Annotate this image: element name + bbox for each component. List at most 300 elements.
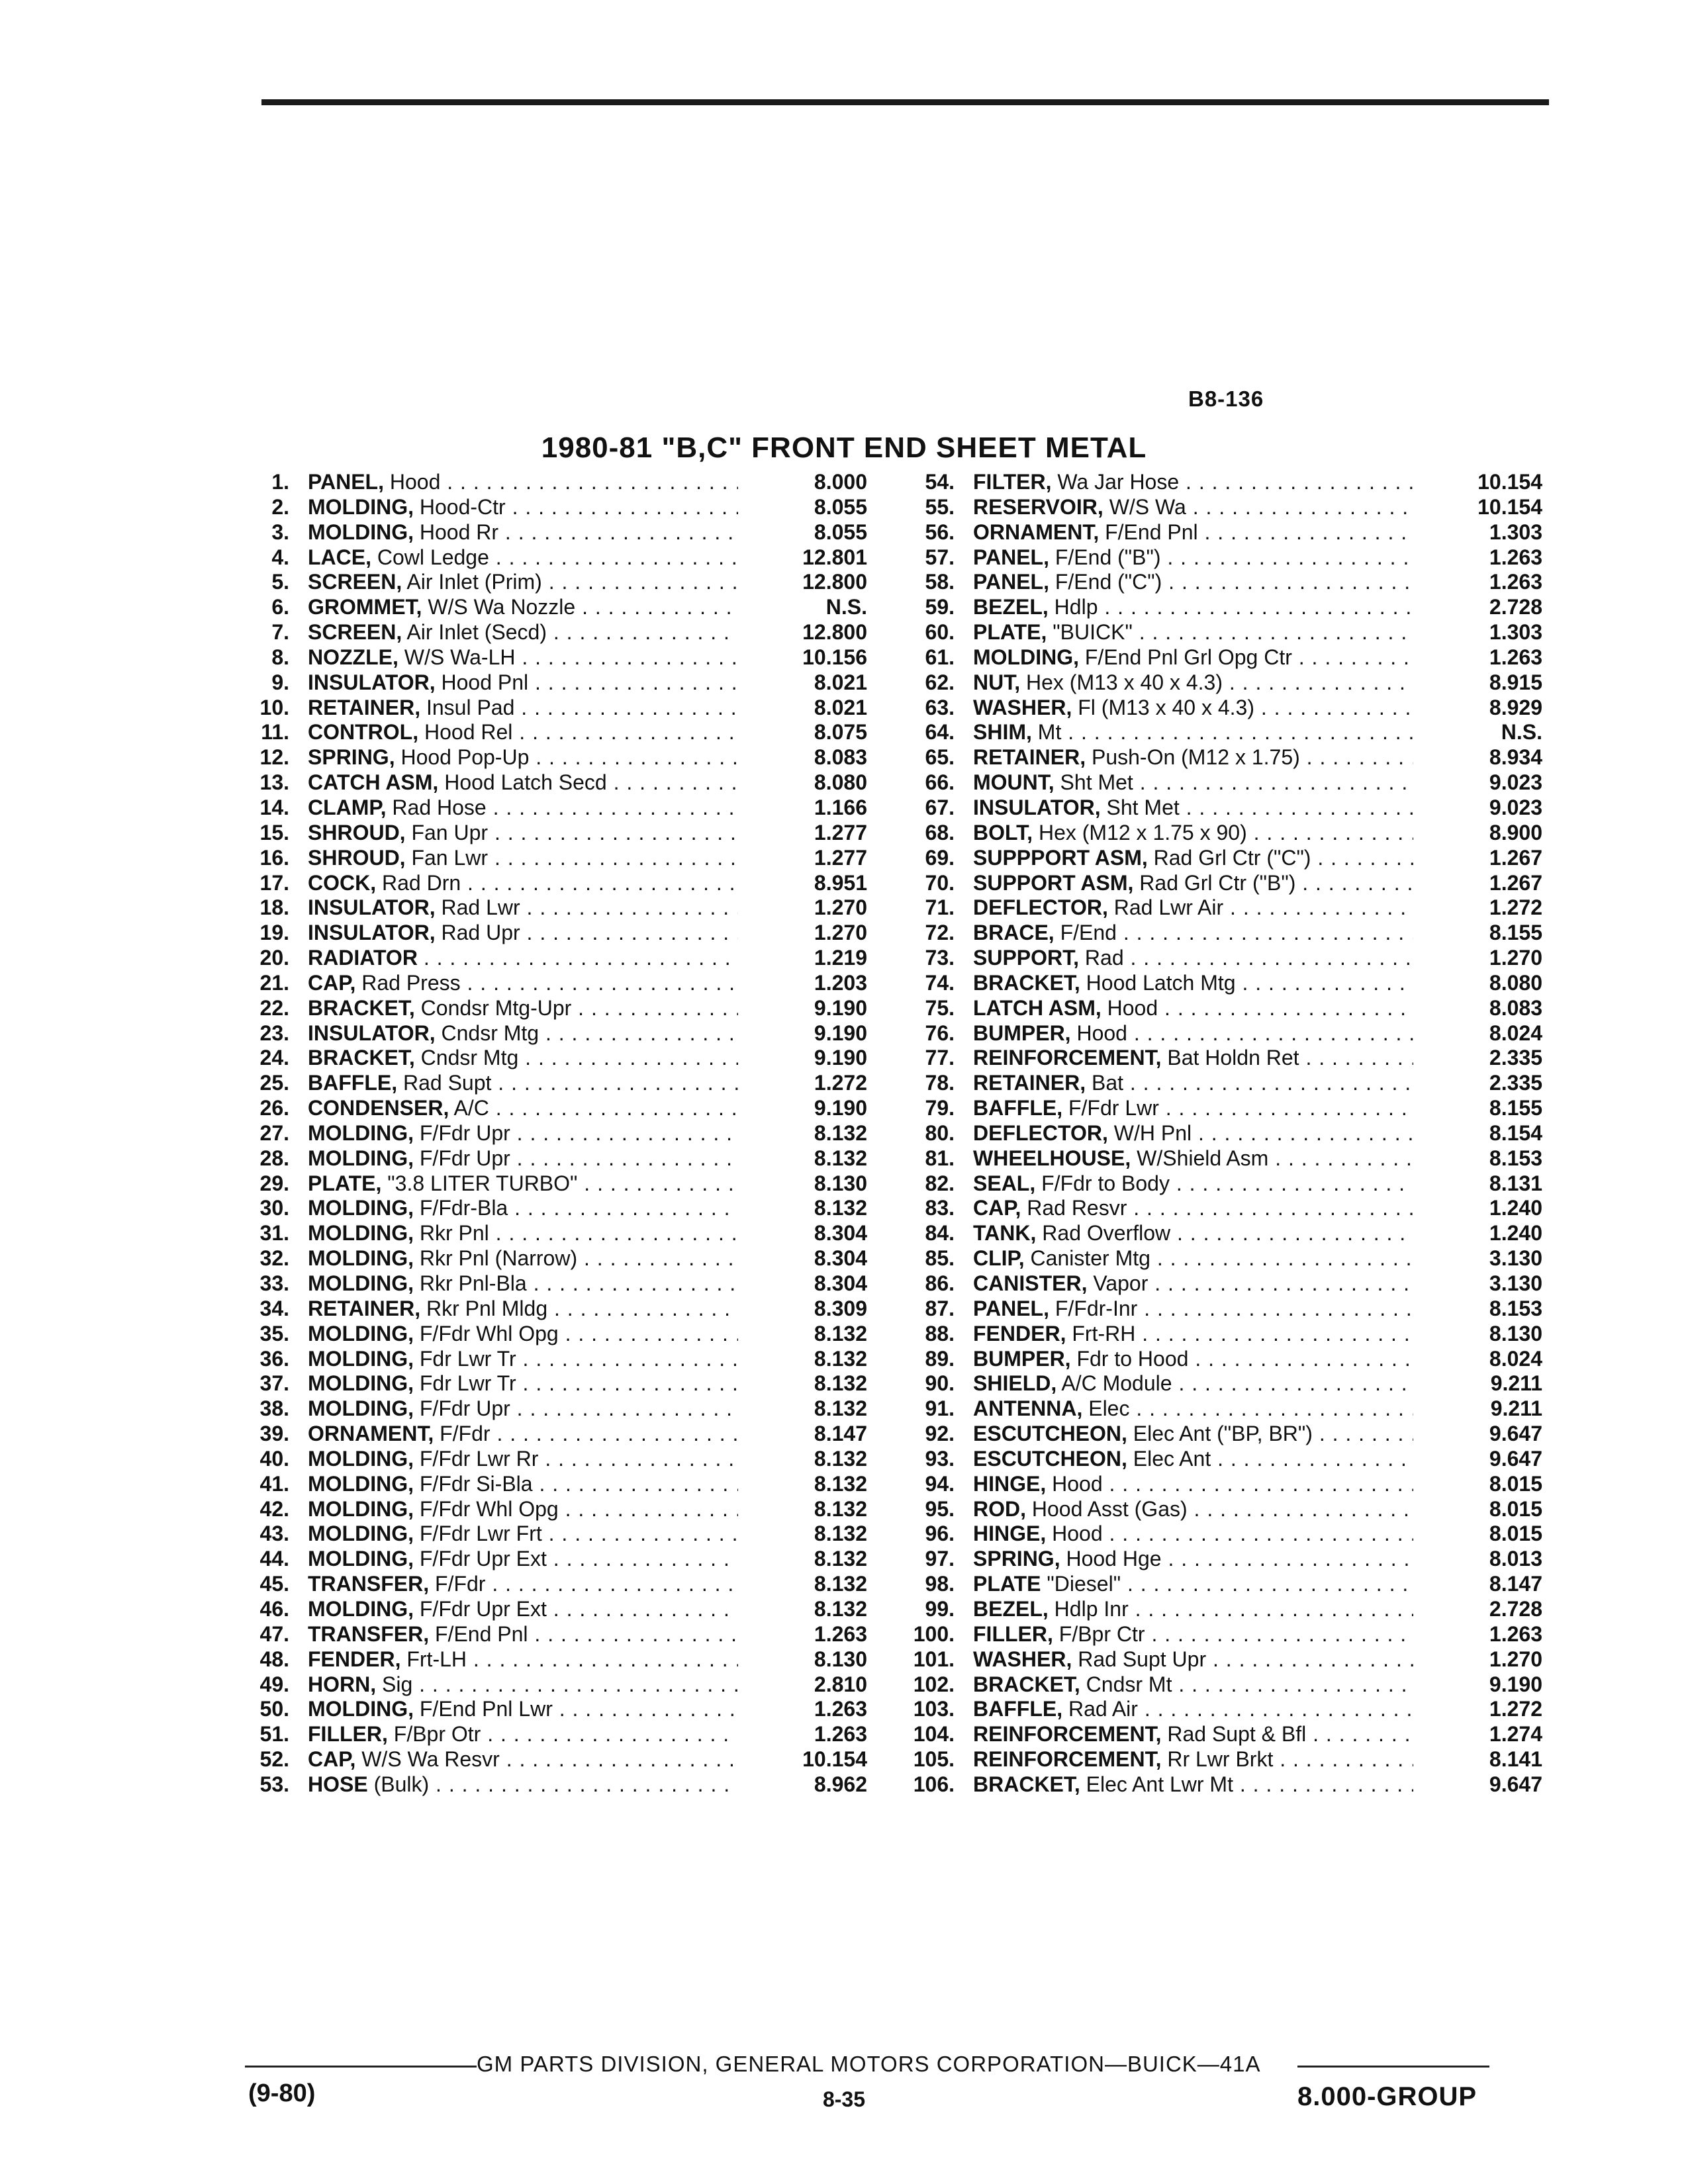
item-detail: Hood xyxy=(1052,1471,1103,1496)
item-group-number: 8.083 xyxy=(1489,995,1542,1020)
item-name: WASHER, xyxy=(973,695,1072,719)
item-number: 73. xyxy=(925,946,955,970)
item-number: 74. xyxy=(925,970,955,995)
item-name: HINGE, xyxy=(973,1471,1047,1496)
parts-list-item xyxy=(894,1322,1542,1347)
parts-list-item xyxy=(228,495,867,520)
item-group-number: 8.155 xyxy=(1489,921,1542,945)
parts-list-item xyxy=(894,1747,1542,1772)
item-number: 38. xyxy=(259,1396,289,1421)
item-number: 36. xyxy=(259,1346,289,1371)
parts-list-item xyxy=(228,545,867,570)
item-detail: Hood xyxy=(1107,995,1158,1020)
item-group-number: 9.647 xyxy=(1489,1446,1542,1471)
item-name: SHIM, xyxy=(973,720,1032,745)
item-number: 85. xyxy=(925,1246,955,1271)
item-name: MOLDING, xyxy=(308,1271,414,1295)
item-number: 55. xyxy=(925,494,955,519)
item-description xyxy=(308,1422,738,1447)
item-description xyxy=(973,1597,1413,1622)
item-name: MOLDING, xyxy=(308,1221,414,1246)
item-group-number: 1.263 xyxy=(814,1697,867,1721)
item-description xyxy=(308,645,738,670)
item-detail: Fan Upr xyxy=(411,820,489,844)
item-name: ANTENNA, xyxy=(973,1396,1083,1421)
item-description xyxy=(973,1647,1413,1672)
item-description xyxy=(308,1121,738,1146)
parts-list-item xyxy=(894,996,1542,1021)
item-name: SEAL, xyxy=(973,1171,1036,1195)
item-description xyxy=(308,1672,738,1698)
item-description xyxy=(308,545,738,570)
item-group-number: 1.203 xyxy=(814,970,867,995)
item-name: CONDENSER, xyxy=(308,1096,449,1120)
item-group-number: 1.267 xyxy=(1489,845,1542,870)
item-description xyxy=(308,971,738,996)
parts-list-item xyxy=(894,1622,1542,1647)
item-group-number: 8.024 xyxy=(1489,1021,1542,1045)
item-detail: Hood Hge xyxy=(1066,1547,1162,1571)
item-description xyxy=(308,1547,738,1572)
parts-list-item xyxy=(228,1396,867,1422)
item-group-number: 1.263 xyxy=(814,1722,867,1747)
item-number: 60. xyxy=(925,620,955,645)
item-number: 31. xyxy=(259,1221,289,1246)
item-number: 45. xyxy=(259,1572,289,1596)
parts-list-item xyxy=(894,595,1542,620)
item-description xyxy=(973,1146,1413,1171)
item-group-number: 8.153 xyxy=(1489,1146,1542,1170)
item-number: 54. xyxy=(925,470,955,494)
parts-list-item xyxy=(228,1347,867,1372)
item-name: WASHER, xyxy=(973,1647,1072,1671)
item-detail: Wa Jar Hose xyxy=(1057,470,1180,494)
item-number: 29. xyxy=(259,1171,289,1195)
item-group-number: 9.023 xyxy=(1489,795,1542,819)
item-number: 28. xyxy=(259,1146,289,1170)
item-detail: Rad Grl Ctr ("C") xyxy=(1153,845,1311,870)
item-detail: Rad Supt Upr xyxy=(1078,1647,1207,1671)
item-detail: Hood xyxy=(1076,1021,1127,1045)
item-detail: Rad Resvr xyxy=(1027,1196,1127,1220)
item-group-number: 8.141 xyxy=(1489,1747,1542,1772)
parts-list-item xyxy=(894,1121,1542,1146)
item-name: ORNAMENT, xyxy=(308,1422,434,1446)
item-number: 66. xyxy=(925,770,955,795)
item-description xyxy=(308,1472,738,1497)
item-name: CATCH ASM, xyxy=(308,770,439,795)
item-name: MOLDING, xyxy=(308,1547,414,1571)
item-number: 59. xyxy=(925,595,955,619)
item-group-number: 1.263 xyxy=(1489,545,1542,569)
item-detail: Elec xyxy=(1088,1396,1130,1421)
item-description xyxy=(973,470,1413,495)
item-group-number: 8.000 xyxy=(814,470,867,494)
item-name: MOLDING, xyxy=(308,1196,414,1220)
item-name: FENDER, xyxy=(973,1321,1066,1345)
item-number: 40. xyxy=(259,1446,289,1471)
item-group-number: 9.647 xyxy=(1489,1772,1542,1796)
item-number: 61. xyxy=(925,645,955,669)
item-group-number: 2.728 xyxy=(1489,595,1542,619)
item-group-number: 8.132 xyxy=(814,1321,867,1345)
item-detail: Cndsr Mtg xyxy=(420,1046,519,1070)
item-detail: Rad Press xyxy=(361,970,461,995)
item-group-number: 8.015 xyxy=(1489,1471,1542,1496)
item-number: 37. xyxy=(259,1371,289,1396)
item-description xyxy=(973,1396,1413,1422)
item-number: 68. xyxy=(925,820,955,844)
item-detail: W/Shield Asm xyxy=(1137,1146,1269,1170)
item-name: BRACKET, xyxy=(973,1772,1080,1796)
item-number: 23. xyxy=(259,1021,289,1045)
item-description xyxy=(973,1322,1413,1347)
item-number: 93. xyxy=(925,1446,955,1471)
item-name: PANEL, xyxy=(308,470,384,494)
item-detail: Frt-RH xyxy=(1072,1321,1136,1345)
item-name: MOLDING, xyxy=(308,1246,414,1271)
item-detail: Rkr Pnl-Bla xyxy=(419,1271,527,1295)
item-detail: F/End xyxy=(1060,921,1117,945)
parts-list-item xyxy=(894,1697,1542,1722)
item-name: MOLDING, xyxy=(308,1371,414,1396)
parts-list-item xyxy=(894,1572,1542,1597)
item-name: MOLDING, xyxy=(308,1522,414,1546)
item-number: 19. xyxy=(259,921,289,945)
item-name: MOLDING, xyxy=(308,1396,414,1421)
parts-list-item xyxy=(894,1422,1542,1447)
item-name: RESERVOIR, xyxy=(973,494,1103,519)
item-number: 62. xyxy=(925,670,955,694)
item-name: FILLER, xyxy=(973,1621,1053,1646)
item-number: 82. xyxy=(925,1171,955,1195)
item-description xyxy=(973,1472,1413,1497)
item-group-number: 9.190 xyxy=(814,1021,867,1045)
item-name: BRACKET, xyxy=(973,970,1080,995)
parts-list-item xyxy=(894,1522,1542,1547)
item-detail: Rad Supt xyxy=(402,1071,492,1095)
item-number: 70. xyxy=(925,870,955,895)
item-number: 75. xyxy=(925,995,955,1020)
item-group-number: 8.155 xyxy=(1489,1096,1542,1120)
item-name: PLATE xyxy=(973,1572,1041,1596)
item-description xyxy=(973,1697,1413,1722)
item-group-number: 9.211 xyxy=(1490,1371,1542,1396)
item-name: MOLDING, xyxy=(308,1697,414,1721)
item-group-number: 8.153 xyxy=(1489,1296,1542,1320)
item-detail: Hood xyxy=(1052,1522,1103,1546)
item-number: 7. xyxy=(271,620,289,645)
parts-list-item xyxy=(228,1572,867,1597)
item-group-number: 8.132 xyxy=(814,1446,867,1471)
item-description xyxy=(973,770,1413,796)
item-name: MOLDING, xyxy=(308,520,414,544)
item-group-number: 1.270 xyxy=(1489,946,1542,970)
item-number: 98. xyxy=(925,1572,955,1596)
parts-list-item xyxy=(894,1497,1542,1522)
item-number: 52. xyxy=(259,1747,289,1772)
item-detail: "Diesel" xyxy=(1047,1572,1121,1596)
parts-list-item xyxy=(894,770,1542,796)
parts-list-item xyxy=(228,470,867,495)
parts-list-item xyxy=(228,770,867,796)
item-group-number: 1.240 xyxy=(1489,1221,1542,1246)
item-number: 57. xyxy=(925,545,955,569)
item-number: 103. xyxy=(913,1697,955,1721)
item-description xyxy=(308,1722,738,1747)
item-group-number: 1.270 xyxy=(1489,1647,1542,1671)
parts-list-item xyxy=(894,1772,1542,1797)
parts-list-item xyxy=(228,1522,867,1547)
item-description xyxy=(308,1071,738,1096)
item-number: 71. xyxy=(925,895,955,920)
item-group-number: 8.132 xyxy=(814,1396,867,1421)
item-number: 58. xyxy=(925,570,955,594)
parts-list-item xyxy=(894,1597,1542,1622)
item-detail: Rad Overflow xyxy=(1042,1221,1171,1246)
parts-list-item xyxy=(228,745,867,770)
item-detail: W/H Pnl xyxy=(1113,1120,1192,1145)
item-name: REINFORCEMENT, xyxy=(973,1722,1162,1747)
parts-list-item xyxy=(228,1246,867,1271)
item-detail: Push-On (M12 x 1.75) xyxy=(1091,745,1300,770)
item-number: 102. xyxy=(913,1672,955,1696)
item-name: CAP, xyxy=(308,970,356,995)
footer-rule-right xyxy=(1297,2066,1489,2068)
item-group-number: 8.024 xyxy=(1489,1346,1542,1371)
parts-list-item xyxy=(228,1371,867,1396)
item-detail: Bat Holdn Ret xyxy=(1167,1046,1299,1070)
item-name: CLAMP, xyxy=(308,795,387,819)
item-description xyxy=(973,1246,1413,1271)
item-group-number: 8.015 xyxy=(1489,1522,1542,1546)
item-name: BEZEL, xyxy=(973,1596,1049,1621)
item-name: SUPPORT ASM, xyxy=(973,870,1134,895)
item-description xyxy=(308,1572,738,1597)
item-detail: Rad Lwr xyxy=(441,895,520,920)
item-detail: F/End ("C") xyxy=(1055,570,1162,594)
item-detail: Hood Asst (Gas) xyxy=(1031,1496,1188,1521)
item-group-number: 1.263 xyxy=(1489,570,1542,594)
item-group-number: 1.272 xyxy=(1489,1697,1542,1721)
parts-list-item xyxy=(228,1322,867,1347)
parts-list-item xyxy=(228,971,867,996)
item-name: TRANSFER, xyxy=(308,1572,430,1596)
item-description xyxy=(308,996,738,1021)
item-group-number: 8.132 xyxy=(814,1471,867,1496)
item-detail: F/Fdr-Bla xyxy=(419,1196,508,1220)
item-name: LATCH ASM, xyxy=(973,995,1102,1020)
item-description xyxy=(973,1071,1413,1096)
item-group-number: 8.132 xyxy=(814,1146,867,1170)
item-number: 25. xyxy=(259,1071,289,1095)
item-description xyxy=(308,1246,738,1271)
parts-list-item xyxy=(228,1672,867,1698)
item-detail: F/Fdr Upr xyxy=(419,1396,510,1421)
parts-list-item xyxy=(894,1447,1542,1472)
item-description xyxy=(308,1622,738,1647)
item-group-number: 8.304 xyxy=(814,1221,867,1246)
item-description xyxy=(308,1046,738,1071)
item-detail: F/Fdr Upr Ext xyxy=(419,1547,547,1571)
item-description xyxy=(973,595,1413,620)
item-detail: Vapor xyxy=(1093,1271,1149,1295)
parts-list-item xyxy=(228,1196,867,1221)
item-name: RETAINER, xyxy=(973,1071,1086,1095)
item-description xyxy=(308,470,738,495)
item-description xyxy=(973,871,1413,896)
item-name: MOLDING, xyxy=(308,1496,414,1521)
item-name: BRACKET, xyxy=(308,1046,415,1070)
item-number: 32. xyxy=(259,1246,289,1271)
item-name: HORN, xyxy=(308,1672,377,1696)
item-name: INSULATOR, xyxy=(308,1021,436,1045)
item-number: 12. xyxy=(259,745,289,770)
item-number: 53. xyxy=(259,1772,289,1796)
item-detail: Hood Rel xyxy=(424,720,513,745)
item-detail: Hex (M12 x 1.75 x 90) xyxy=(1038,820,1247,844)
item-detail: Frt-LH xyxy=(406,1647,467,1671)
item-number: 69. xyxy=(925,845,955,870)
item-description xyxy=(308,921,738,946)
parts-list-item xyxy=(228,1046,867,1071)
item-name: DEFLECTOR, xyxy=(973,895,1108,920)
item-description xyxy=(973,745,1413,770)
parts-list-item xyxy=(894,1021,1542,1046)
item-description xyxy=(973,1447,1413,1472)
item-description xyxy=(308,520,738,545)
item-description xyxy=(308,696,738,721)
item-description xyxy=(973,1622,1413,1647)
item-description xyxy=(973,1747,1413,1772)
item-number: 87. xyxy=(925,1296,955,1320)
item-group-number: 8.132 xyxy=(814,1596,867,1621)
item-number: 91. xyxy=(925,1396,955,1421)
item-detail: F/Fdr Lwr Rr xyxy=(419,1446,539,1471)
item-group-number: 8.934 xyxy=(1489,745,1542,770)
item-number: 2. xyxy=(271,494,289,519)
item-name: BEZEL, xyxy=(973,595,1049,619)
item-detail: F/Fdr xyxy=(435,1572,486,1596)
item-number: 81. xyxy=(925,1146,955,1170)
item-detail: Rad Drn xyxy=(382,870,461,895)
item-detail: F/Fdr xyxy=(440,1422,491,1446)
item-description xyxy=(973,1497,1413,1522)
footer-division-line: GM PARTS DIVISION, GENERAL MOTORS CORPORATION—BUICK—41A xyxy=(477,2052,1261,2076)
parts-list-item xyxy=(894,1096,1542,1121)
item-name: INSULATOR, xyxy=(308,921,436,945)
item-number: 30. xyxy=(259,1196,289,1220)
item-number: 1. xyxy=(271,470,289,494)
parts-list-item xyxy=(894,495,1542,520)
item-name: BUMPER, xyxy=(973,1021,1071,1045)
item-group-number: 1.270 xyxy=(814,921,867,945)
item-group-number: 8.132 xyxy=(814,1346,867,1371)
item-description xyxy=(973,921,1413,946)
item-description xyxy=(308,946,738,971)
parts-list-item xyxy=(894,470,1542,495)
parts-list-item xyxy=(894,1396,1542,1422)
item-number: 41. xyxy=(259,1471,289,1496)
item-description xyxy=(308,1347,738,1372)
item-name: RETAINER, xyxy=(308,1296,421,1320)
item-group-number: 8.013 xyxy=(1489,1547,1542,1571)
item-number: 105. xyxy=(913,1747,955,1772)
item-group-number: 8.021 xyxy=(814,670,867,694)
item-number: 39. xyxy=(259,1422,289,1446)
item-description xyxy=(973,545,1413,570)
item-number: 92. xyxy=(925,1422,955,1446)
parts-list-item xyxy=(894,1246,1542,1271)
parts-list-item xyxy=(228,796,867,821)
item-number: 72. xyxy=(925,921,955,945)
item-group-number: 1.274 xyxy=(1489,1722,1542,1747)
item-group-number: 2.810 xyxy=(814,1672,867,1696)
item-name: MOLDING, xyxy=(973,645,1079,669)
item-group-number: 1.272 xyxy=(1489,895,1542,920)
item-detail: Bat xyxy=(1091,1071,1123,1095)
item-number: 3. xyxy=(271,520,289,544)
item-number: 84. xyxy=(925,1221,955,1246)
item-name: PLATE, xyxy=(308,1171,382,1195)
item-detail: Hood Pnl xyxy=(441,670,529,694)
item-group-number: 8.131 xyxy=(1489,1171,1542,1195)
item-group-number: 8.132 xyxy=(814,1547,867,1571)
item-detail: Fan Lwr xyxy=(411,845,489,870)
item-number: 42. xyxy=(259,1496,289,1521)
item-group-number: 3.130 xyxy=(1489,1271,1542,1295)
item-number: 64. xyxy=(925,720,955,745)
item-group-number: 8.147 xyxy=(1489,1572,1542,1596)
parts-list-item xyxy=(894,796,1542,821)
item-detail: Mt xyxy=(1037,720,1062,745)
parts-list-item xyxy=(894,1371,1542,1396)
item-name: MOLDING, xyxy=(308,1321,414,1345)
item-detail: Fdr to Hood xyxy=(1076,1346,1189,1371)
item-detail: Hood Latch Secd xyxy=(444,770,607,795)
item-detail: F/End ("B") xyxy=(1055,545,1161,569)
parts-list-item xyxy=(894,1221,1542,1246)
parts-list-item xyxy=(894,696,1542,721)
item-number: 34. xyxy=(259,1296,289,1320)
item-group-number: 8.075 xyxy=(814,720,867,745)
item-name: SCREEN, xyxy=(308,620,402,645)
parts-list-item xyxy=(894,1171,1542,1197)
item-description xyxy=(308,1497,738,1522)
item-number: 35. xyxy=(259,1321,289,1345)
item-detail: Rad Hose xyxy=(392,795,487,819)
item-name: LACE, xyxy=(308,545,371,569)
parts-list-item xyxy=(894,670,1542,696)
parts-list-item xyxy=(894,570,1542,595)
item-description xyxy=(973,971,1413,996)
parts-list-item xyxy=(894,1271,1542,1297)
item-description xyxy=(973,895,1413,921)
parts-list-item xyxy=(894,971,1542,996)
item-description xyxy=(308,1096,738,1121)
item-description xyxy=(973,1196,1413,1221)
item-number: 47. xyxy=(259,1621,289,1646)
footer-group: 8.000-GROUP xyxy=(1297,2082,1477,2111)
item-description xyxy=(973,620,1413,645)
item-name: MOLDING, xyxy=(308,1346,414,1371)
item-description xyxy=(973,570,1413,595)
item-description xyxy=(308,1196,738,1221)
parts-list-item xyxy=(894,921,1542,946)
item-group-number: 3.130 xyxy=(1489,1246,1542,1271)
item-name: SHROUD, xyxy=(308,820,406,844)
item-name: MOLDING, xyxy=(308,494,414,519)
